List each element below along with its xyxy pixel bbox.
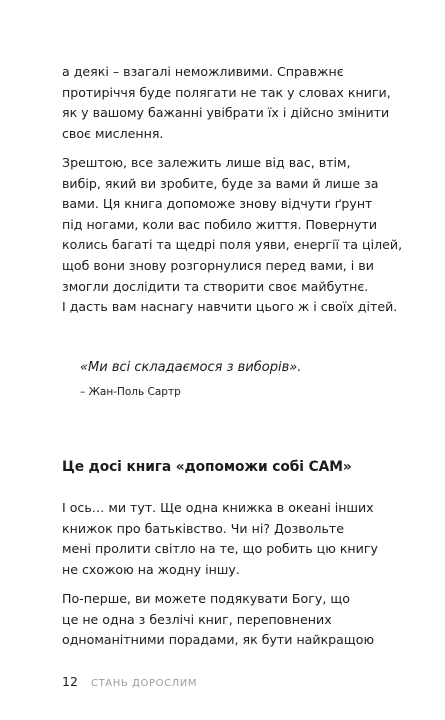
text-line: книжок про батьківство. Чи ні? Дозвольте	[62, 520, 344, 536]
text-line: одноманітними порадами, як бути найкращою	[62, 632, 375, 648]
text-line: І дасть вам наснагу навчити цього ж і своїх дітей.	[62, 299, 398, 315]
text-line: а деякі – взагалі неможливими. Справжнє	[62, 64, 344, 79]
text-line: вибір, який ви зробите, буде за вами й лише за	[62, 175, 379, 191]
section-paragraph-2	[62, 589, 392, 651]
text-line: змогли дослідити та створити своє майбутнє.	[62, 278, 369, 294]
text-line: вами. Ця книга допоможе знову відчути ґрунт	[62, 196, 373, 212]
text-line: По-перше, ви можете подякувати Богу, що	[62, 591, 350, 606]
text-line: своє мислення.	[62, 125, 164, 141]
text-line: щоб вони знову розгорнулися перед вами, і ви	[62, 257, 374, 273]
epigraph-quote: «Ми всі складаємося з виборів».	[80, 360, 302, 375]
page-footer	[62, 671, 197, 690]
text-line: мені пролити світло на те, що робить цю книгу	[62, 541, 378, 557]
text-line: протиріччя буде полягати не так у словах книги,	[62, 84, 391, 100]
text-line: не схожою на жодну іншу.	[62, 561, 240, 577]
text-line: під ногами, коли вас побило життя. Повернути	[62, 216, 378, 232]
text-line: як у вашому бажанні увібрати їх і дійсно змінити	[62, 105, 390, 121]
text-line: Зрештою, все залежить лише від вас, втім,	[62, 155, 351, 170]
running-title: СТАНЬ ДОРОСЛИМ	[91, 678, 198, 689]
text-line: колись багаті та щедрі поля уяви, енергії та цілей,	[62, 237, 403, 253]
section-heading: Це досі книга «допоможи собі САМ»	[62, 459, 352, 475]
section-paragraph-1	[62, 498, 392, 580]
quote-attribution: – Жан-Поль Сартр	[80, 386, 181, 398]
text-line: це не одна з безлічі книг, переповнених	[62, 611, 332, 627]
page-number: 12	[62, 674, 78, 689]
body-paragraph-1	[62, 62, 392, 144]
text-line: І ось… ми тут. Ще одна книжка в океані інших	[62, 500, 374, 515]
body-paragraph-2	[62, 153, 403, 318]
